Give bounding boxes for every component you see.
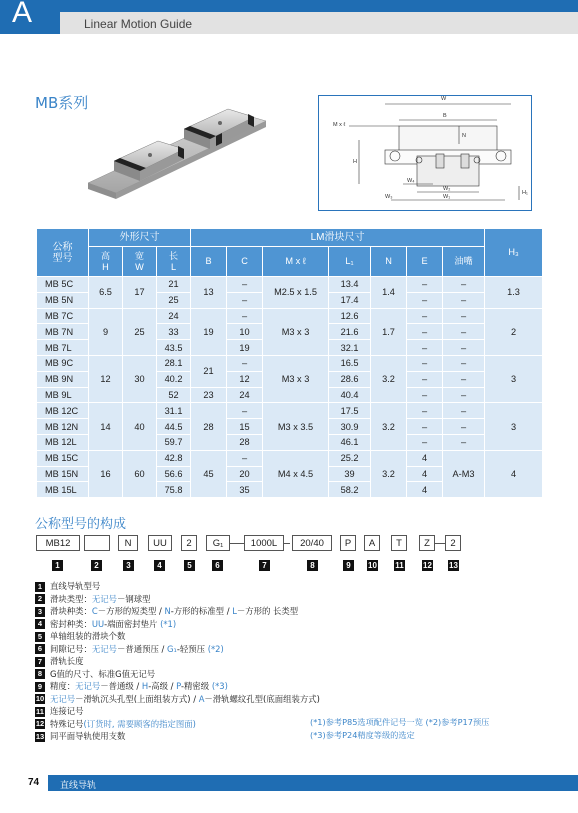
legend-item [35,693,335,706]
rail-illustration [88,95,288,205]
legend-item [35,618,335,631]
legend-item [35,580,335,593]
dim-mxl: M x ℓ [333,122,346,128]
th-e: E [407,247,443,277]
legend-text: G₁ [167,643,177,654]
legend-text: P [176,681,182,691]
spec-table [36,228,543,498]
th-w: 宽 W [123,247,157,277]
table-row: MB 15L 75.8 35 58.2 4 [37,482,543,498]
table-row: MB 9N 40.2 12 28.6 – – [37,371,543,387]
legend-text: 密封种类： [50,618,92,629]
legend-text: －普通预压 / [117,643,168,654]
note-line: (*1)参考P85选项配件记号一览 (*2)参考P17预压 [310,717,490,727]
th-oil: 油嘴 [443,247,485,277]
legend-number: 11 [36,706,44,716]
table-row: MB 7L 43.5 19 32.1 – – [37,340,543,356]
table-row: MB 12N 44.5 15 30.9 – – [37,419,543,435]
footer [0,775,578,791]
part-box-accuracy: P [340,535,356,551]
part-box-length: 1000L [244,535,284,551]
legend-text: -端面密封垫片 [104,618,161,629]
legend-item [35,705,335,718]
legend-text: (订货时, 需要顾客的指定图面) [83,718,196,729]
th-h: 高 H [89,247,123,277]
part-number: 7 [259,560,270,571]
legend-item [35,643,335,656]
legend-item [35,718,335,731]
dim-w: W [441,96,447,102]
legend-item [35,605,335,618]
part-number: 3 [123,560,134,571]
part-box-kind: N [118,535,138,551]
part-box-rails: 2 [445,535,461,551]
legend-text: 同平面导轨使用支数 [50,731,126,741]
series-title: MB系列 [35,94,89,112]
th-n: N [371,247,407,277]
table-row: MB 9L 52 23 24 40.4 – – [37,387,543,403]
part-box-joint: T [391,535,407,551]
legend-text: 间隙记号： [50,643,92,654]
dim-h1: H₁ [522,190,528,196]
part-number: 12 [423,561,432,570]
table-row: MB 9C 12 30 28.1 21 – M3 x 3 16.5 3.2 – – 3 [37,355,543,371]
legend-number: 3 [35,607,45,617]
legend-text: (*3) [211,681,228,691]
legend-number: 1 [35,582,45,592]
legend-text: －方形的 长类型 [236,606,299,616]
legend-text: L [232,606,237,616]
part-box-preload: G₁ [206,535,230,551]
dim-b: B [443,113,447,119]
footer-text: 直线导轨 [60,781,97,791]
table-row: MB 15C 16 60 42.8 45 – M4 x 4.5 25.2 3.2 4 A-M3 4 [37,450,543,466]
legend-number: 2 [35,594,45,604]
legend-text: -轻预压 [176,643,208,654]
part-box-special: Z [419,535,435,551]
part-number: 5 [184,560,195,571]
dim-w4: W₄ [407,178,415,184]
footer-band [48,775,578,791]
part-number: 9 [343,560,354,571]
legend-number: 10 [35,694,45,703]
dim-w3: W₃ [385,194,393,200]
legend-text: －钢球型 [117,593,151,604]
composition-title: 公称型号的构成 [35,517,127,532]
slide-block-2 [184,109,254,149]
dim-w1: W₁ [443,194,451,200]
dash [435,543,445,544]
part-number: 4 [154,560,165,571]
table-row: MB 15N 56.6 20 39 4 [37,466,543,482]
th-m: M x ℓ [263,247,329,277]
legend-text: C [91,606,98,616]
legend-text: 单轴组装的滑块个数 [50,631,126,641]
legend-number: 7 [35,657,45,667]
th-l: 长 L [157,247,191,277]
part-number: 8 [307,560,318,571]
legend-text: H [141,681,149,691]
th-b: B [191,247,227,277]
legend-text: 特殊记号 [50,718,84,729]
part-box-count: 2 [181,535,197,551]
part-number: 11 [395,561,404,570]
legend-item [35,630,335,643]
notes [310,716,489,741]
legend-item [35,730,335,743]
table-row: MB 12L 59.7 28 46.1 – – [37,434,543,450]
legend-item [35,680,335,693]
legend-text: 直线导轨型号 [50,581,101,591]
th-block: LM滑块尺寸 [191,229,485,247]
dash [230,543,244,544]
dim-h: H [353,159,357,165]
legend-text: －普通级 / [100,681,142,691]
th-c: C [227,247,263,277]
legend-text: -精密级 [181,681,212,691]
part-number: 10 [368,561,377,570]
legend-text: 无记号 [50,693,76,704]
slide-block-1 [114,141,184,181]
part-box-g: 20/40 [292,535,332,551]
legend-text: N [164,606,171,616]
legend-text: －滑轨螺纹孔型(底面组装方式) [204,693,320,704]
dim-w2: W₂ [443,186,451,192]
legend-item [35,668,335,681]
legend-text: 滑轨长度 [50,656,84,666]
legend-text: 滑块种类： [50,606,92,616]
legend-text: (*1) [160,618,177,629]
header-stripe [60,0,578,12]
legend-text: 精度： [50,681,76,691]
part-number: 13 [449,561,458,570]
legend-text: －滑轨沉头孔型(上面组装方式) / [75,693,199,704]
part-box-seal: UU [148,535,172,551]
legend-number: 5 [35,632,45,642]
note-line: (*3)参考P24精度等级的选定 [310,729,415,740]
page-number: 74 [28,777,40,788]
part-box-mount: A [364,535,380,551]
th-l1: L₁ [329,247,371,277]
legend-text: A [198,693,205,704]
part-box-type [84,535,110,551]
legend-item [35,655,335,668]
legend-number: 12 [35,719,45,728]
legend-text: 连接记号 [50,706,84,716]
part-box-model: MB12 [36,535,80,551]
table-row: MB 5N 25 – 17.4 – – [37,292,543,308]
legend-text: 滑块类型： [50,593,92,604]
th-model: 公称 型号 [37,229,89,277]
composition-legend [35,580,335,743]
legend-text: 无记号 [91,643,117,654]
header-title: Linear Motion Guide [84,17,193,31]
dim-n: N [462,133,466,139]
legend-text: 无记号 [75,681,101,691]
legend-text: －方形的短类型 / [97,606,165,616]
part-number: 2 [91,560,102,571]
part-number: 6 [212,560,223,571]
table-row: MB 7C 9 25 24 19 – M3 x 3 12.6 1.7 – – 2 [37,308,543,324]
table-row: MB 5C 6.5 17 21 13 – M2.5 x 1.5 13.4 1.4 – – 1.3 [37,277,543,293]
table-row: MB 12C 14 40 31.1 28 – M3 x 3.5 17.5 3.2 – – 3 [37,403,543,419]
dash [284,543,290,544]
part-number: 1 [52,560,63,571]
table-row: MB 7N 33 10 21.6 – – [37,324,543,340]
legend-number: 9 [35,682,45,692]
legend-text: G值的尺寸、标准G值无记号 [50,668,156,679]
legend-text: UU [91,618,105,629]
legend-text: 无记号 [91,593,117,604]
legend-text: -高级 / [148,681,177,691]
legend-text: (*2) [207,643,224,654]
legend-number: 13 [35,731,45,741]
dimension-drawing [318,95,532,211]
legend-item [35,593,335,606]
legend-number: 8 [35,669,45,679]
legend-number: 4 [35,619,45,629]
th-h3: H₃ [485,229,543,277]
th-outer: 外形尺寸 [89,229,191,247]
legend-text: -方形的标准型 / [170,606,233,616]
legend-number: 6 [35,644,45,654]
section-letter: A [12,0,33,29]
